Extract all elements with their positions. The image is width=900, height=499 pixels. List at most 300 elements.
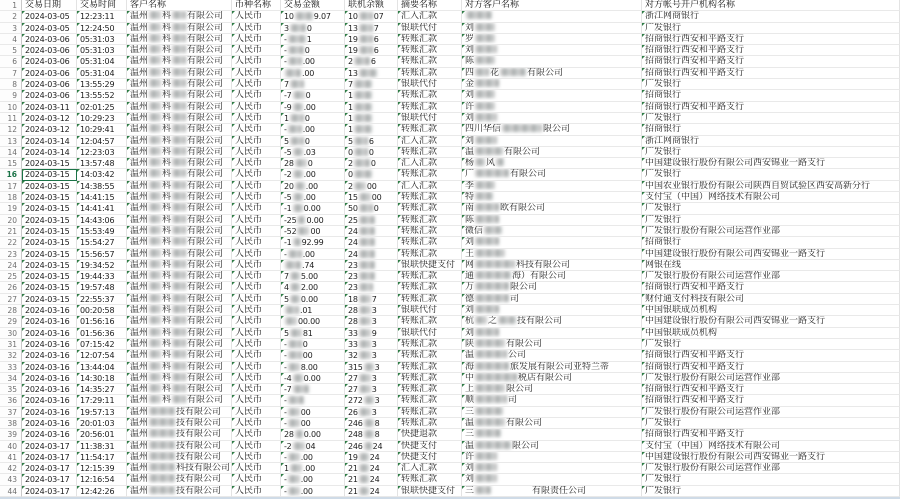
balance-cell[interactable] (345, 158, 398, 169)
currency-cell[interactable] (232, 113, 281, 124)
time-cell[interactable] (77, 294, 127, 305)
counterparty-cell[interactable] (462, 215, 642, 226)
row-number[interactable]: 35 (0, 384, 22, 395)
bank-cell[interactable] (642, 203, 900, 214)
customer-cell[interactable] (127, 113, 232, 124)
time-cell[interactable] (77, 124, 127, 135)
customer-cell[interactable] (127, 226, 232, 237)
summary-cell[interactable] (398, 45, 462, 56)
date-cell[interactable] (22, 474, 77, 485)
balance-cell[interactable] (345, 23, 398, 34)
date-cell[interactable] (22, 158, 77, 169)
customer-cell[interactable] (127, 249, 232, 260)
row-number[interactable]: 32 (0, 350, 22, 361)
date-cell[interactable] (22, 395, 77, 406)
counterparty-cell[interactable] (462, 474, 642, 485)
summary-cell[interactable] (398, 226, 462, 237)
customer-cell[interactable] (127, 45, 232, 56)
currency-cell[interactable] (232, 463, 281, 474)
time-cell[interactable] (77, 362, 127, 373)
bank-cell[interactable] (642, 271, 900, 282)
amount-cell[interactable] (281, 237, 345, 248)
time-cell[interactable] (77, 452, 127, 463)
summary-cell[interactable] (398, 147, 462, 158)
date-cell[interactable] (22, 169, 77, 180)
amount-cell[interactable] (281, 373, 345, 384)
bank-cell[interactable] (642, 68, 900, 79)
currency-cell[interactable] (232, 339, 281, 350)
customer-cell[interactable] (127, 203, 232, 214)
amount-cell[interactable] (281, 328, 345, 339)
amount-cell[interactable] (281, 226, 345, 237)
header-balance[interactable]: 联机余额 (345, 0, 398, 11)
counterparty-cell[interactable] (462, 192, 642, 203)
amount-cell[interactable] (281, 181, 345, 192)
time-cell[interactable] (77, 169, 127, 180)
row-number[interactable]: 5 (0, 45, 22, 56)
customer-cell[interactable] (127, 56, 232, 67)
bank-cell[interactable] (642, 147, 900, 158)
balance-cell[interactable] (345, 294, 398, 305)
counterparty-cell[interactable] (462, 362, 642, 373)
counterparty-cell[interactable] (462, 463, 642, 474)
row-number[interactable]: 44 (0, 486, 22, 497)
customer-cell[interactable] (127, 237, 232, 248)
balance-cell[interactable] (345, 68, 398, 79)
bank-cell[interactable] (642, 158, 900, 169)
summary-cell[interactable] (398, 249, 462, 260)
customer-cell[interactable] (127, 350, 232, 361)
counterparty-cell[interactable] (462, 395, 642, 406)
counterparty-cell[interactable] (462, 418, 642, 429)
counterparty-cell[interactable] (462, 68, 642, 79)
customer-cell[interactable] (127, 418, 232, 429)
date-cell[interactable] (22, 429, 77, 440)
balance-cell[interactable] (345, 395, 398, 406)
currency-cell[interactable] (232, 260, 281, 271)
balance-cell[interactable] (345, 56, 398, 67)
time-cell[interactable] (77, 158, 127, 169)
date-cell[interactable] (22, 79, 77, 90)
row-number[interactable]: 33 (0, 362, 22, 373)
date-cell[interactable] (22, 282, 77, 293)
balance-cell[interactable] (345, 11, 398, 22)
date-cell[interactable] (22, 226, 77, 237)
bank-cell[interactable] (642, 237, 900, 248)
summary-cell[interactable] (398, 11, 462, 22)
currency-cell[interactable] (232, 23, 281, 34)
bank-cell[interactable] (642, 452, 900, 463)
date-cell[interactable] (22, 271, 77, 282)
date-cell[interactable] (22, 102, 77, 113)
summary-cell[interactable] (398, 339, 462, 350)
customer-cell[interactable] (127, 181, 232, 192)
row-number[interactable]: 1 (0, 0, 22, 11)
customer-cell[interactable] (127, 90, 232, 101)
balance-cell[interactable] (345, 282, 398, 293)
time-cell[interactable] (77, 45, 127, 56)
amount-cell[interactable] (281, 136, 345, 147)
date-cell[interactable] (22, 192, 77, 203)
date-cell[interactable] (22, 34, 77, 45)
bank-cell[interactable] (642, 339, 900, 350)
customer-cell[interactable] (127, 23, 232, 34)
row-number[interactable]: 28 (0, 305, 22, 316)
row-number[interactable]: 29 (0, 316, 22, 327)
bank-cell[interactable] (642, 113, 900, 124)
currency-cell[interactable] (232, 181, 281, 192)
balance-cell[interactable] (345, 79, 398, 90)
summary-cell[interactable] (398, 486, 462, 497)
date-cell[interactable] (22, 339, 77, 350)
amount-cell[interactable] (281, 294, 345, 305)
customer-cell[interactable] (127, 384, 232, 395)
time-cell[interactable] (77, 384, 127, 395)
counterparty-cell[interactable] (462, 249, 642, 260)
amount-cell[interactable] (281, 68, 345, 79)
customer-cell[interactable] (127, 260, 232, 271)
bank-cell[interactable] (642, 181, 900, 192)
currency-cell[interactable] (232, 203, 281, 214)
amount-cell[interactable] (281, 407, 345, 418)
bank-cell[interactable] (642, 282, 900, 293)
row-number[interactable]: 4 (0, 34, 22, 45)
balance-cell[interactable] (345, 192, 398, 203)
balance-cell[interactable] (345, 474, 398, 485)
summary-cell[interactable] (398, 181, 462, 192)
date-cell[interactable] (22, 384, 77, 395)
time-cell[interactable] (77, 79, 127, 90)
balance-cell[interactable] (345, 249, 398, 260)
time-cell[interactable] (77, 463, 127, 474)
currency-cell[interactable] (232, 395, 281, 406)
row-number[interactable]: 41 (0, 452, 22, 463)
currency-cell[interactable] (232, 418, 281, 429)
amount-cell[interactable] (281, 11, 345, 22)
date-cell[interactable] (22, 124, 77, 135)
row-number[interactable]: 27 (0, 294, 22, 305)
summary-cell[interactable] (398, 237, 462, 248)
balance-cell[interactable] (345, 90, 398, 101)
counterparty-cell[interactable] (462, 282, 642, 293)
counterparty-cell[interactable] (462, 203, 642, 214)
date-cell[interactable] (22, 452, 77, 463)
time-cell[interactable] (77, 11, 127, 22)
bank-cell[interactable] (642, 463, 900, 474)
header-date[interactable]: 交易日期 (22, 0, 77, 11)
date-cell[interactable] (22, 136, 77, 147)
bank-cell[interactable] (642, 102, 900, 113)
amount-cell[interactable] (281, 316, 345, 327)
date-cell[interactable] (22, 181, 77, 192)
row-number[interactable]: 23 (0, 249, 22, 260)
row-number[interactable]: 26 (0, 282, 22, 293)
time-cell[interactable] (77, 418, 127, 429)
row-number[interactable]: 7 (0, 68, 22, 79)
counterparty-cell[interactable] (462, 316, 642, 327)
row-number[interactable]: 11 (0, 113, 22, 124)
summary-cell[interactable] (398, 441, 462, 452)
amount-cell[interactable] (281, 418, 345, 429)
amount-cell[interactable] (281, 260, 345, 271)
time-cell[interactable] (77, 305, 127, 316)
amount-cell[interactable] (281, 271, 345, 282)
counterparty-cell[interactable] (462, 169, 642, 180)
summary-cell[interactable] (398, 102, 462, 113)
bank-cell[interactable] (642, 316, 900, 327)
row-number[interactable]: 24 (0, 260, 22, 271)
row-number[interactable]: 13 (0, 136, 22, 147)
amount-cell[interactable] (281, 113, 345, 124)
currency-cell[interactable] (232, 226, 281, 237)
time-cell[interactable] (77, 192, 127, 203)
date-cell[interactable] (22, 328, 77, 339)
date-cell[interactable] (22, 486, 77, 497)
customer-cell[interactable] (127, 102, 232, 113)
date-cell[interactable] (22, 305, 77, 316)
amount-cell[interactable] (281, 350, 345, 361)
currency-cell[interactable] (232, 136, 281, 147)
summary-cell[interactable] (398, 294, 462, 305)
bank-cell[interactable] (642, 192, 900, 203)
date-cell[interactable] (22, 68, 77, 79)
balance-cell[interactable] (345, 373, 398, 384)
bank-cell[interactable] (642, 441, 900, 452)
summary-cell[interactable] (398, 474, 462, 485)
time-cell[interactable] (77, 237, 127, 248)
currency-cell[interactable] (232, 452, 281, 463)
balance-cell[interactable] (345, 215, 398, 226)
row-number[interactable]: 16 (0, 169, 22, 180)
balance-cell[interactable] (345, 203, 398, 214)
balance-cell[interactable] (345, 136, 398, 147)
currency-cell[interactable] (232, 192, 281, 203)
time-cell[interactable] (77, 282, 127, 293)
bank-cell[interactable] (642, 215, 900, 226)
customer-cell[interactable] (127, 429, 232, 440)
bank-cell[interactable] (642, 350, 900, 361)
balance-cell[interactable] (345, 429, 398, 440)
amount-cell[interactable] (281, 384, 345, 395)
date-cell[interactable] (22, 90, 77, 101)
customer-cell[interactable] (127, 215, 232, 226)
currency-cell[interactable] (232, 429, 281, 440)
row-number[interactable]: 36 (0, 395, 22, 406)
header-customer[interactable]: 客户名称 (127, 0, 232, 11)
row-number[interactable]: 22 (0, 237, 22, 248)
bank-cell[interactable] (642, 294, 900, 305)
row-number[interactable]: 19 (0, 203, 22, 214)
amount-cell[interactable] (281, 192, 345, 203)
header-currency[interactable]: 币种名称 (232, 0, 281, 11)
customer-cell[interactable] (127, 79, 232, 90)
currency-cell[interactable] (232, 237, 281, 248)
summary-cell[interactable] (398, 463, 462, 474)
date-cell[interactable] (22, 215, 77, 226)
customer-cell[interactable] (127, 362, 232, 373)
counterparty-cell[interactable] (462, 226, 642, 237)
bank-cell[interactable] (642, 56, 900, 67)
bank-cell[interactable] (642, 418, 900, 429)
customer-cell[interactable] (127, 147, 232, 158)
customer-cell[interactable] (127, 339, 232, 350)
balance-cell[interactable] (345, 418, 398, 429)
time-cell[interactable] (77, 113, 127, 124)
counterparty-cell[interactable] (462, 452, 642, 463)
currency-cell[interactable] (232, 362, 281, 373)
customer-cell[interactable] (127, 373, 232, 384)
currency-cell[interactable] (232, 294, 281, 305)
row-number[interactable]: 10 (0, 102, 22, 113)
row-number[interactable]: 9 (0, 90, 22, 101)
bank-cell[interactable] (642, 169, 900, 180)
summary-cell[interactable] (398, 90, 462, 101)
summary-cell[interactable] (398, 192, 462, 203)
summary-cell[interactable] (398, 113, 462, 124)
counterparty-cell[interactable] (462, 11, 642, 22)
counterparty-cell[interactable] (462, 339, 642, 350)
header-time[interactable]: 交易时间 (77, 0, 127, 11)
currency-cell[interactable] (232, 11, 281, 22)
row-number[interactable]: 2 (0, 11, 22, 22)
balance-cell[interactable] (345, 34, 398, 45)
counterparty-cell[interactable] (462, 23, 642, 34)
customer-cell[interactable] (127, 136, 232, 147)
time-cell[interactable] (77, 373, 127, 384)
date-cell[interactable] (22, 373, 77, 384)
date-cell[interactable] (22, 260, 77, 271)
date-cell[interactable] (22, 237, 77, 248)
row-number[interactable]: 17 (0, 181, 22, 192)
time-cell[interactable] (77, 260, 127, 271)
date-cell[interactable] (22, 350, 77, 361)
time-cell[interactable] (77, 102, 127, 113)
header-bank[interactable]: 对方帐号开户机构名称 (642, 0, 900, 11)
time-cell[interactable] (77, 226, 127, 237)
summary-cell[interactable] (398, 79, 462, 90)
balance-cell[interactable] (345, 452, 398, 463)
balance-cell[interactable] (345, 486, 398, 497)
time-cell[interactable] (77, 395, 127, 406)
counterparty-cell[interactable] (462, 79, 642, 90)
amount-cell[interactable] (281, 452, 345, 463)
amount-cell[interactable] (281, 158, 345, 169)
summary-cell[interactable] (398, 418, 462, 429)
summary-cell[interactable] (398, 452, 462, 463)
amount-cell[interactable] (281, 56, 345, 67)
amount-cell[interactable] (281, 395, 345, 406)
time-cell[interactable] (77, 350, 127, 361)
summary-cell[interactable] (398, 203, 462, 214)
balance-cell[interactable] (345, 124, 398, 135)
amount-cell[interactable] (281, 441, 345, 452)
bank-cell[interactable] (642, 11, 900, 22)
time-cell[interactable] (77, 249, 127, 260)
currency-cell[interactable] (232, 486, 281, 497)
customer-cell[interactable] (127, 474, 232, 485)
date-cell[interactable] (22, 441, 77, 452)
time-cell[interactable] (77, 339, 127, 350)
currency-cell[interactable] (232, 316, 281, 327)
currency-cell[interactable] (232, 215, 281, 226)
balance-cell[interactable] (345, 362, 398, 373)
row-number[interactable]: 31 (0, 339, 22, 350)
summary-cell[interactable] (398, 136, 462, 147)
currency-cell[interactable] (232, 271, 281, 282)
row-number[interactable]: 25 (0, 271, 22, 282)
balance-cell[interactable] (345, 169, 398, 180)
date-cell[interactable] (22, 362, 77, 373)
customer-cell[interactable] (127, 68, 232, 79)
time-cell[interactable] (77, 316, 127, 327)
balance-cell[interactable] (345, 350, 398, 361)
summary-cell[interactable] (398, 282, 462, 293)
balance-cell[interactable] (345, 260, 398, 271)
bank-cell[interactable] (642, 23, 900, 34)
amount-cell[interactable] (281, 339, 345, 350)
amount-cell[interactable] (281, 486, 345, 497)
counterparty-cell[interactable] (462, 158, 642, 169)
counterparty-cell[interactable] (462, 350, 642, 361)
date-cell[interactable] (22, 11, 77, 22)
currency-cell[interactable] (232, 282, 281, 293)
customer-cell[interactable] (127, 158, 232, 169)
amount-cell[interactable] (281, 147, 345, 158)
customer-cell[interactable] (127, 316, 232, 327)
summary-cell[interactable] (398, 68, 462, 79)
row-number[interactable]: 43 (0, 474, 22, 485)
currency-cell[interactable] (232, 169, 281, 180)
bank-cell[interactable] (642, 384, 900, 395)
balance-cell[interactable] (345, 384, 398, 395)
currency-cell[interactable] (232, 384, 281, 395)
bank-cell[interactable] (642, 328, 900, 339)
customer-cell[interactable] (127, 124, 232, 135)
time-cell[interactable] (77, 56, 127, 67)
row-number[interactable]: 20 (0, 215, 22, 226)
header-amount[interactable]: 交易金额 (281, 0, 345, 11)
amount-cell[interactable] (281, 102, 345, 113)
row-number[interactable]: 18 (0, 192, 22, 203)
currency-cell[interactable] (232, 102, 281, 113)
counterparty-cell[interactable] (462, 90, 642, 101)
row-number[interactable]: 21 (0, 226, 22, 237)
counterparty-cell[interactable] (462, 136, 642, 147)
row-number[interactable]: 15 (0, 158, 22, 169)
counterparty-cell[interactable] (462, 181, 642, 192)
bank-cell[interactable] (642, 407, 900, 418)
summary-cell[interactable] (398, 362, 462, 373)
row-number[interactable]: 14 (0, 147, 22, 158)
time-cell[interactable] (77, 203, 127, 214)
summary-cell[interactable] (398, 407, 462, 418)
date-cell[interactable] (22, 249, 77, 260)
bank-cell[interactable] (642, 260, 900, 271)
currency-cell[interactable] (232, 441, 281, 452)
balance-cell[interactable] (345, 45, 398, 56)
balance-cell[interactable] (345, 147, 398, 158)
counterparty-cell[interactable] (462, 271, 642, 282)
customer-cell[interactable] (127, 395, 232, 406)
currency-cell[interactable] (232, 124, 281, 135)
currency-cell[interactable] (232, 79, 281, 90)
summary-cell[interactable] (398, 384, 462, 395)
customer-cell[interactable] (127, 441, 232, 452)
bank-cell[interactable] (642, 34, 900, 45)
currency-cell[interactable] (232, 68, 281, 79)
summary-cell[interactable] (398, 395, 462, 406)
time-cell[interactable] (77, 474, 127, 485)
